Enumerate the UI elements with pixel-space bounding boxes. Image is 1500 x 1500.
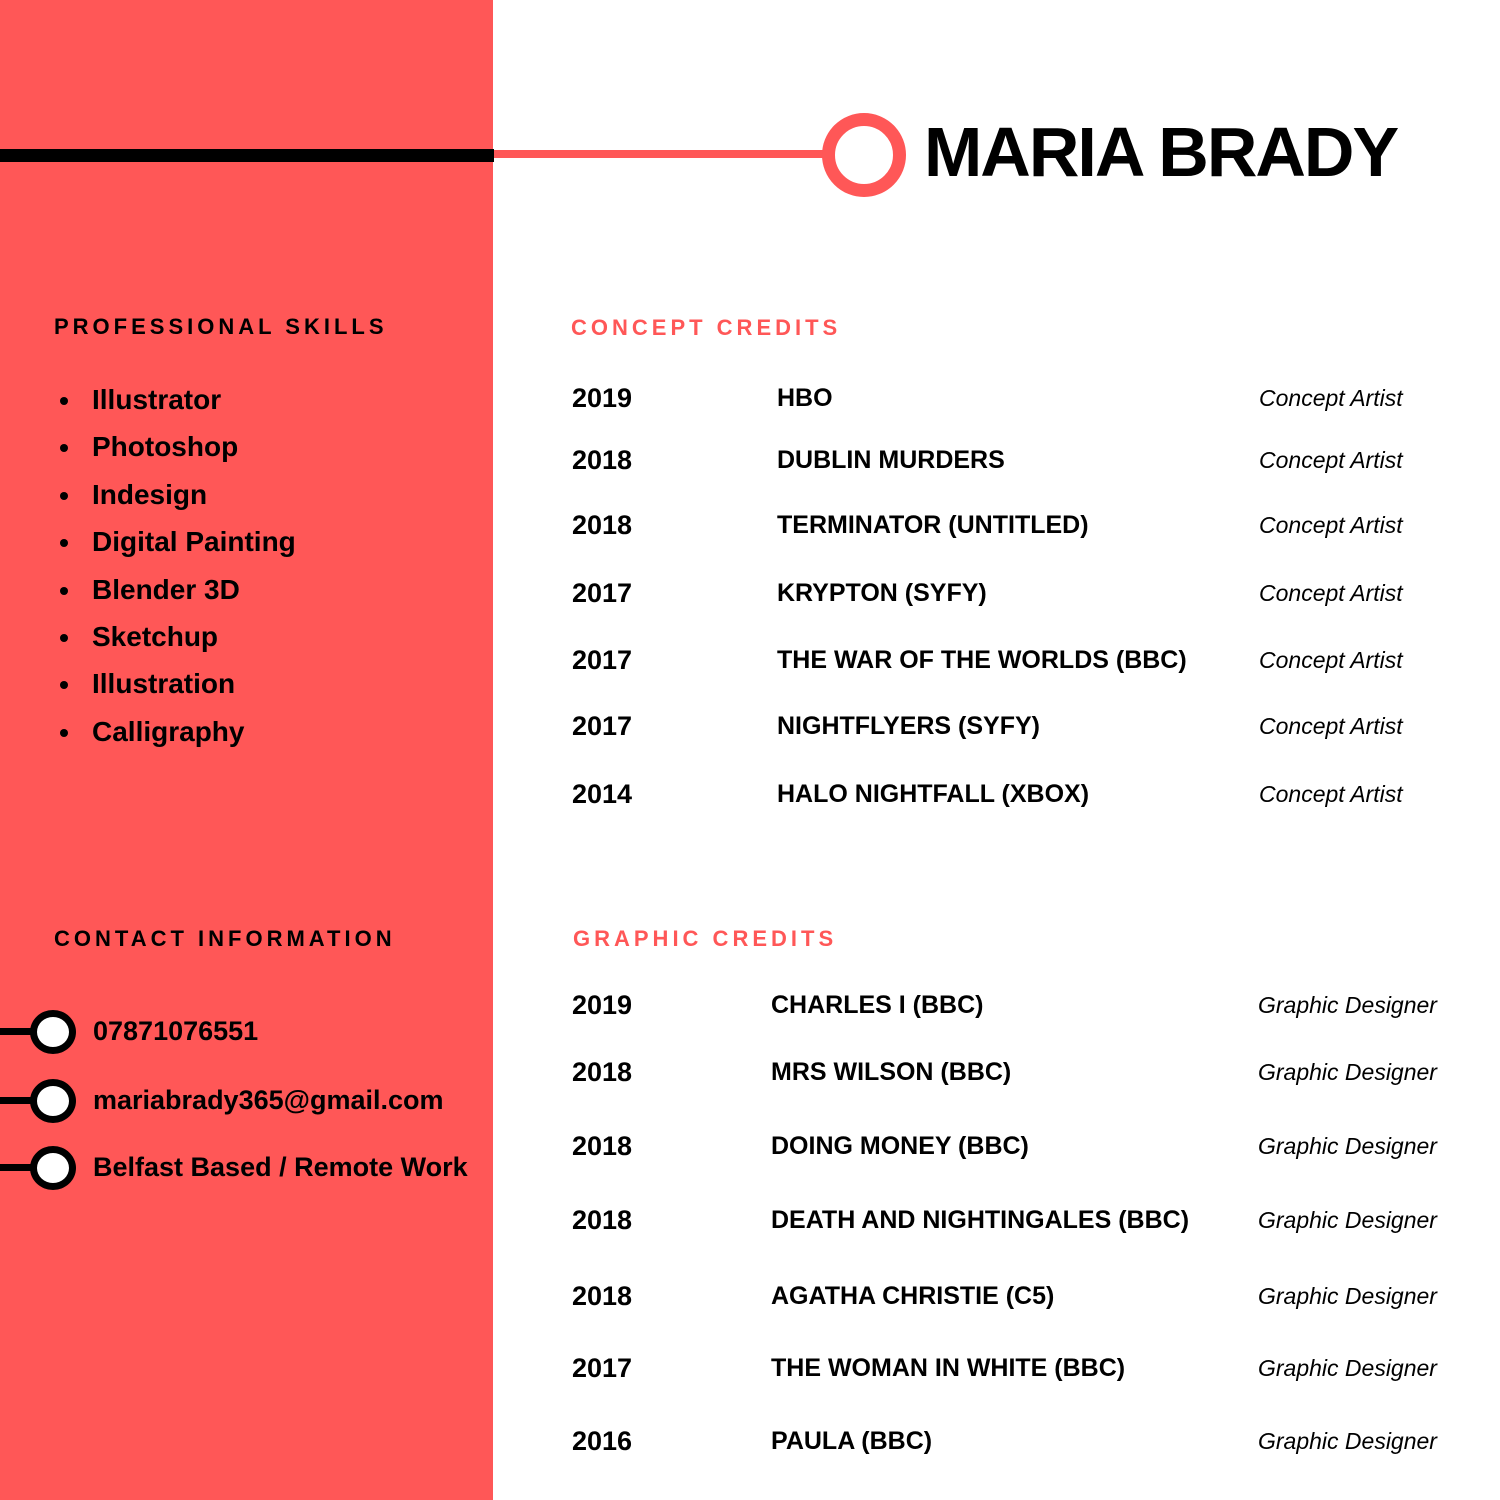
credit-title: PAULA (BBC) — [771, 1427, 933, 1455]
skill-item: Blender 3D — [92, 570, 296, 617]
credit-year: 2019 — [572, 383, 633, 413]
credit-year: 2018 — [572, 510, 633, 540]
credit-role: Graphic Designer — [1258, 1133, 1437, 1159]
skills-heading: PROFESSIONAL SKILLS — [54, 314, 388, 339]
credit-role: Concept Artist — [1259, 781, 1403, 807]
credit-year: 2018 — [572, 1205, 633, 1235]
credit-year: 2018 — [572, 1057, 633, 1087]
credit-role: Graphic Designer — [1258, 992, 1437, 1018]
credit-role: Concept Artist — [1259, 647, 1403, 673]
concept-credit-row — [0, 708, 1500, 744]
credit-year: 2017 — [572, 1353, 633, 1383]
header-black-line — [0, 149, 494, 162]
graphic-credit-row — [0, 1202, 1500, 1238]
credit-title: THE WOMAN IN WHITE (BBC) — [771, 1354, 1126, 1382]
credit-role: Graphic Designer — [1258, 1428, 1437, 1454]
credit-role: Concept Artist — [1259, 512, 1403, 538]
graphic-credit-row — [0, 1350, 1500, 1386]
contact-text: 07871076551 — [93, 1016, 259, 1046]
credit-year: 2018 — [572, 1131, 633, 1161]
credit-year: 2017 — [572, 645, 633, 675]
credit-role: Concept Artist — [1259, 447, 1403, 473]
contact-text: mariabrady365@gmail.com — [93, 1085, 444, 1115]
graphic-credit-row — [0, 1054, 1500, 1090]
concept-credits-heading: CONCEPT CREDITS — [571, 315, 842, 340]
credit-title: NIGHTFLYERS (SYFY) — [777, 712, 1040, 740]
skill-item: Calligraphy — [92, 712, 296, 759]
credit-role: Concept Artist — [1259, 385, 1403, 411]
graphic-credit-row — [0, 1128, 1500, 1164]
concept-credit-row — [0, 642, 1500, 678]
credit-title: HALO NIGHTFALL (XBOX) — [777, 780, 1090, 808]
contact-text: Belfast Based / Remote Work — [93, 1152, 468, 1182]
skill-item: Illustrator — [92, 380, 296, 427]
credit-year: 2017 — [572, 578, 633, 608]
concept-credit-row — [0, 575, 1500, 611]
credit-year: 2017 — [572, 711, 633, 741]
credit-title: MRS WILSON (BBC) — [771, 1058, 1012, 1086]
graphic-credit-row — [0, 1423, 1500, 1459]
credit-role: Graphic Designer — [1258, 1207, 1437, 1233]
concept-credit-row — [0, 776, 1500, 812]
page-title: MARIA BRADY — [924, 113, 1398, 191]
concept-credit-row — [0, 380, 1500, 416]
skill-item: Sketchup — [92, 617, 296, 664]
credit-role: Graphic Designer — [1258, 1059, 1437, 1085]
credit-title: DOING MONEY (BBC) — [771, 1132, 1029, 1160]
credit-role: Graphic Designer — [1258, 1355, 1437, 1381]
credit-title: THE WAR OF THE WORLDS (BBC) — [777, 646, 1187, 674]
credit-year: 2018 — [572, 445, 633, 475]
skill-item: Indesign — [92, 475, 296, 522]
circle-ring-icon — [822, 113, 906, 197]
skills-list — [92, 380, 296, 759]
graphic-credits-heading: GRAPHIC CREDITS — [573, 926, 838, 951]
credit-year: 2016 — [572, 1426, 633, 1456]
credit-title: CHARLES I (BBC) — [771, 991, 984, 1019]
concept-credit-row — [0, 507, 1500, 543]
credit-title: HBO — [777, 384, 833, 412]
credit-year: 2019 — [572, 990, 633, 1020]
graphic-credit-row — [0, 987, 1500, 1023]
skill-item: Digital Painting — [92, 522, 296, 569]
credit-title: KRYPTON (SYFY) — [777, 579, 987, 607]
credit-title: DEATH AND NIGHTINGALES (BBC) — [771, 1206, 1190, 1234]
credit-title: AGATHA CHRISTIE (C5) — [771, 1282, 1055, 1310]
concept-credit-row — [0, 442, 1500, 478]
credit-role: Concept Artist — [1259, 580, 1403, 606]
header-red-line — [494, 150, 834, 158]
credit-year: 2014 — [572, 779, 633, 809]
credit-year: 2018 — [572, 1281, 633, 1311]
skill-item: Illustration — [92, 664, 296, 711]
credit-role: Concept Artist — [1259, 713, 1403, 739]
contact-heading: CONTACT INFORMATION — [54, 926, 396, 951]
credit-title: DUBLIN MURDERS — [777, 446, 1005, 474]
graphic-credit-row — [0, 1278, 1500, 1314]
skill-item: Photoshop — [92, 427, 296, 474]
credit-title: TERMINATOR (UNTITLED) — [777, 511, 1089, 539]
credit-role: Graphic Designer — [1258, 1283, 1437, 1309]
